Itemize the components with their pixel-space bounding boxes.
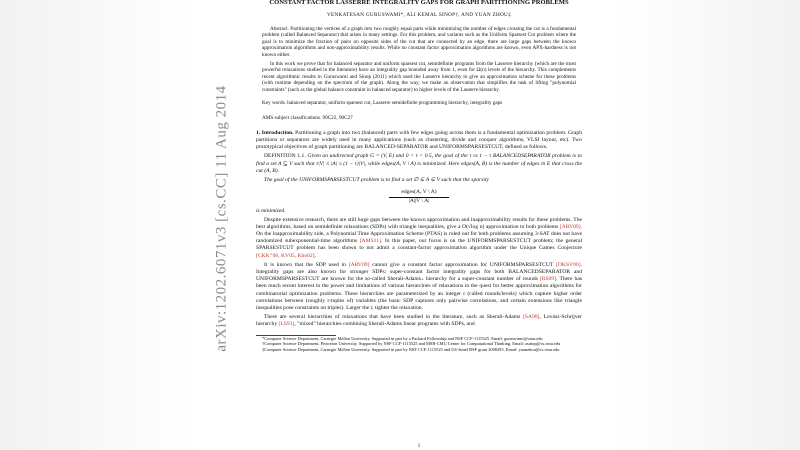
definition-label: DEFINITION 1.1.	[264, 153, 306, 160]
page-number: 1	[417, 444, 421, 449]
section-heading: 1. Introduction.	[256, 129, 294, 136]
footnote-2: †Computer Science Department, Princeton University. Supported by NSF CCF-1115525 and MSR-CMU Center for Computational Thinking. Email: asinop@cs.cmu.edu	[262, 341, 561, 347]
ams-classifications: AMS subject classifications. 90C22, 90C27	[262, 115, 353, 122]
keywords: Key words. balanced separator, uniform sparsest cut, Lasserre semidefinite programming hierarchy, integrality gaps	[262, 99, 503, 106]
citation-link[interactable]: [DKSV06]	[556, 261, 581, 268]
fraction-numerator: edges(A, V \ A)	[389, 189, 449, 197]
abstract	[262, 26, 576, 94]
paragraph-sdp	[256, 262, 582, 312]
paper-authors: VENKATESAN GURUSWAMI*, ALI KEMAL SINOP†, AND YUAN ZHOU‡	[327, 12, 511, 18]
footnote-1: *Computer Science Department, Carnegie Mellon University. Supported in part by a Packard Fellowship and NSF CCF-1115525. Email: guruswami@cmu.edu	[262, 335, 543, 341]
para-text: . In this paper, our focus is on the UNIFORMSPARSESTCUT problem; the general SPARSESTCUT problem has been shown to not admit a constant-factor approximation algorithm under the Unique Games Conjecture	[256, 238, 582, 252]
arxiv-stamp: arXiv:1202.6071v3 [cs.CC] 11 Aug 2014	[213, 85, 230, 352]
minimized-text: is minimized.	[256, 207, 286, 214]
citation-link[interactable]: [LS91]	[278, 321, 295, 328]
citation-link[interactable]: [CKK⁺06, KV05, Kho02]	[256, 252, 315, 259]
para-text: cannot give a constant factor approximation for UNIFORMSPARSESTCUT	[372, 261, 554, 268]
paragraph-hierarchies	[256, 314, 582, 328]
section-introduction	[256, 130, 582, 152]
definition-text: Given an undirected graph G = (V, E) and 0 < τ < 0.5, the goal of the τ vs 1 − τ BALANCEDSEPARATOR problem is to find a set A ⊆ V such that τ|V| ≤ |A| ≤ (1 − τ)|V|, while edges(A, V \ A) is minimized. Here edges(A, B) is the number of edges in E that cross the cut (A, B).	[256, 153, 583, 174]
right-background	[610, 0, 800, 450]
footnote-3: ‡Computer Science Department, Carnegie Mellon University. Supported in part by NSF CCF-1115525 and US-Israel BSF grant 2008293. Email: yuanzhou@cs.cmu.edu	[262, 346, 560, 352]
para-text: .	[314, 252, 316, 259]
paper-content	[256, 0, 582, 352]
para-text: It is known that the SDP used in	[264, 261, 346, 268]
paragraph-gaps	[256, 217, 582, 260]
citation-link[interactable]: [SA90]	[522, 314, 540, 321]
arxiv-stamp-wrapper	[212, 50, 232, 390]
para-text: There are several hierarchies of relaxations that have been studied in the literature, such as Sherali-Adams	[264, 314, 521, 321]
definition-1-1	[256, 153, 582, 175]
para-text: , "mixed" hierarchies combining Sherali-Adams linear programs with SDPs, and	[294, 321, 475, 328]
abstract-paragraph-1: Abstract. Partitioning the vertices of a graph into two roughly equal parts while minimizing the number of edges crossing the cut is a fundamental problem (called Balanced Separator) that arises in many settings. For this problem, and variants such as the Uniform Sparsest Cut problem where the goal is to minimize the fraction of pairs on opposite sides of the cut that are connected by an edge, there are large gaps between the known approximation algorithms and non-approximability results. While no constant factor approximation algorithms are known, even APX-hardness is not known either.	[262, 25, 576, 58]
citation-link[interactable]: [ARV09]	[559, 223, 581, 230]
para-text: , Lovász-Schrijver hierarchy	[256, 314, 583, 328]
para-text: . Integrality gaps are also known for stronger SDPs: super-constant factor integrality gaps for both BALANCEDSEPARATOR and UNIFORMSPARSESTCUT are known for the so-called Sherali-Adams₊ hierarchy for a super-constant number of rounds	[256, 261, 582, 283]
para-text: . On the inapproximability side, a Polynomial Time Approximation Scheme (PTAS) is ruled out for both problems assuming 3-SAT does not have randomized subexponential-time algorithms	[256, 223, 582, 245]
paper-title: CONSTANT FACTOR LASSERRE INTEGRALITY GAPS FOR GRAPH PARTITIONING PROBLEMS	[269, 0, 569, 6]
definition-1-1-continued: The goal of the UNIFORMSPARSESTCUT problem is to find a set ∅ ⊊ A ⊊ V such that the sparsity	[264, 176, 489, 183]
sparsity-fraction	[389, 189, 449, 204]
citation-link[interactable]: [ARV09]	[348, 261, 370, 268]
para-text: Despite extensive research, there are still huge gaps between the known approximation and inapproximability results for these problems. The best algorithms, based on semidefinite relaxations (SDPs) with triangle inequalities, give a O(√log n) approximation to both problems	[256, 216, 582, 230]
citation-link[interactable]: [AMS11]	[359, 238, 381, 245]
citation-link[interactable]: [RS09]	[539, 276, 557, 283]
fraction-denominator: |A||V \ A|	[408, 197, 430, 204]
abstract-paragraph-2: In this work we prove that for balanced separator and uniform sparsest cut, semidefinite programs from the Lasserre hierarchy (which are the most powerful relaxations studied in the literature) have an integrality gap bounded away from 1, even for Ω(n) levels of the hierarchy. This complements recent algorithmic results in Guruswami and Sinop (2011) which used the Lasserre hierarchy to give an approximation scheme for these problems (with runtime depending on the spectrum of the graph). Along the way, we make an observation that simplifies the task of lifting "polynomial constraints" (such as the global balance constraint in balanced separator) to higher levels of the Lasserre hierarchy.	[262, 60, 576, 93]
left-background	[0, 0, 200, 450]
section-text: Partitioning a graph into two (balanced) parts with few edges going across them is a fundamental optimization problem. Graph partitions or separators are widely used in many applications (such as clustering, divide and conquer algorithms, VLSI layout, etc). Two prototypical objectives of graph partitioning are BALANCED-SEPARATOR and UNIFORMSPARSESTCUT, defined as follows.	[256, 129, 582, 151]
para-text: . There has been much recent interest in the power and limitations of various hierarchies of relaxations in the quest for better approximation algorithms for combinatorial optimization problems. These hierarchies are parameterized by an integer r (called rounds/levels) which capture higher order correlations between (roughly r-tuples of) variables (the basic SDP captures only pairwise correlations, and certain extensions like triangle inequalities pose constraints on triples). Larger the r, tighter the relaxation.	[256, 276, 583, 311]
